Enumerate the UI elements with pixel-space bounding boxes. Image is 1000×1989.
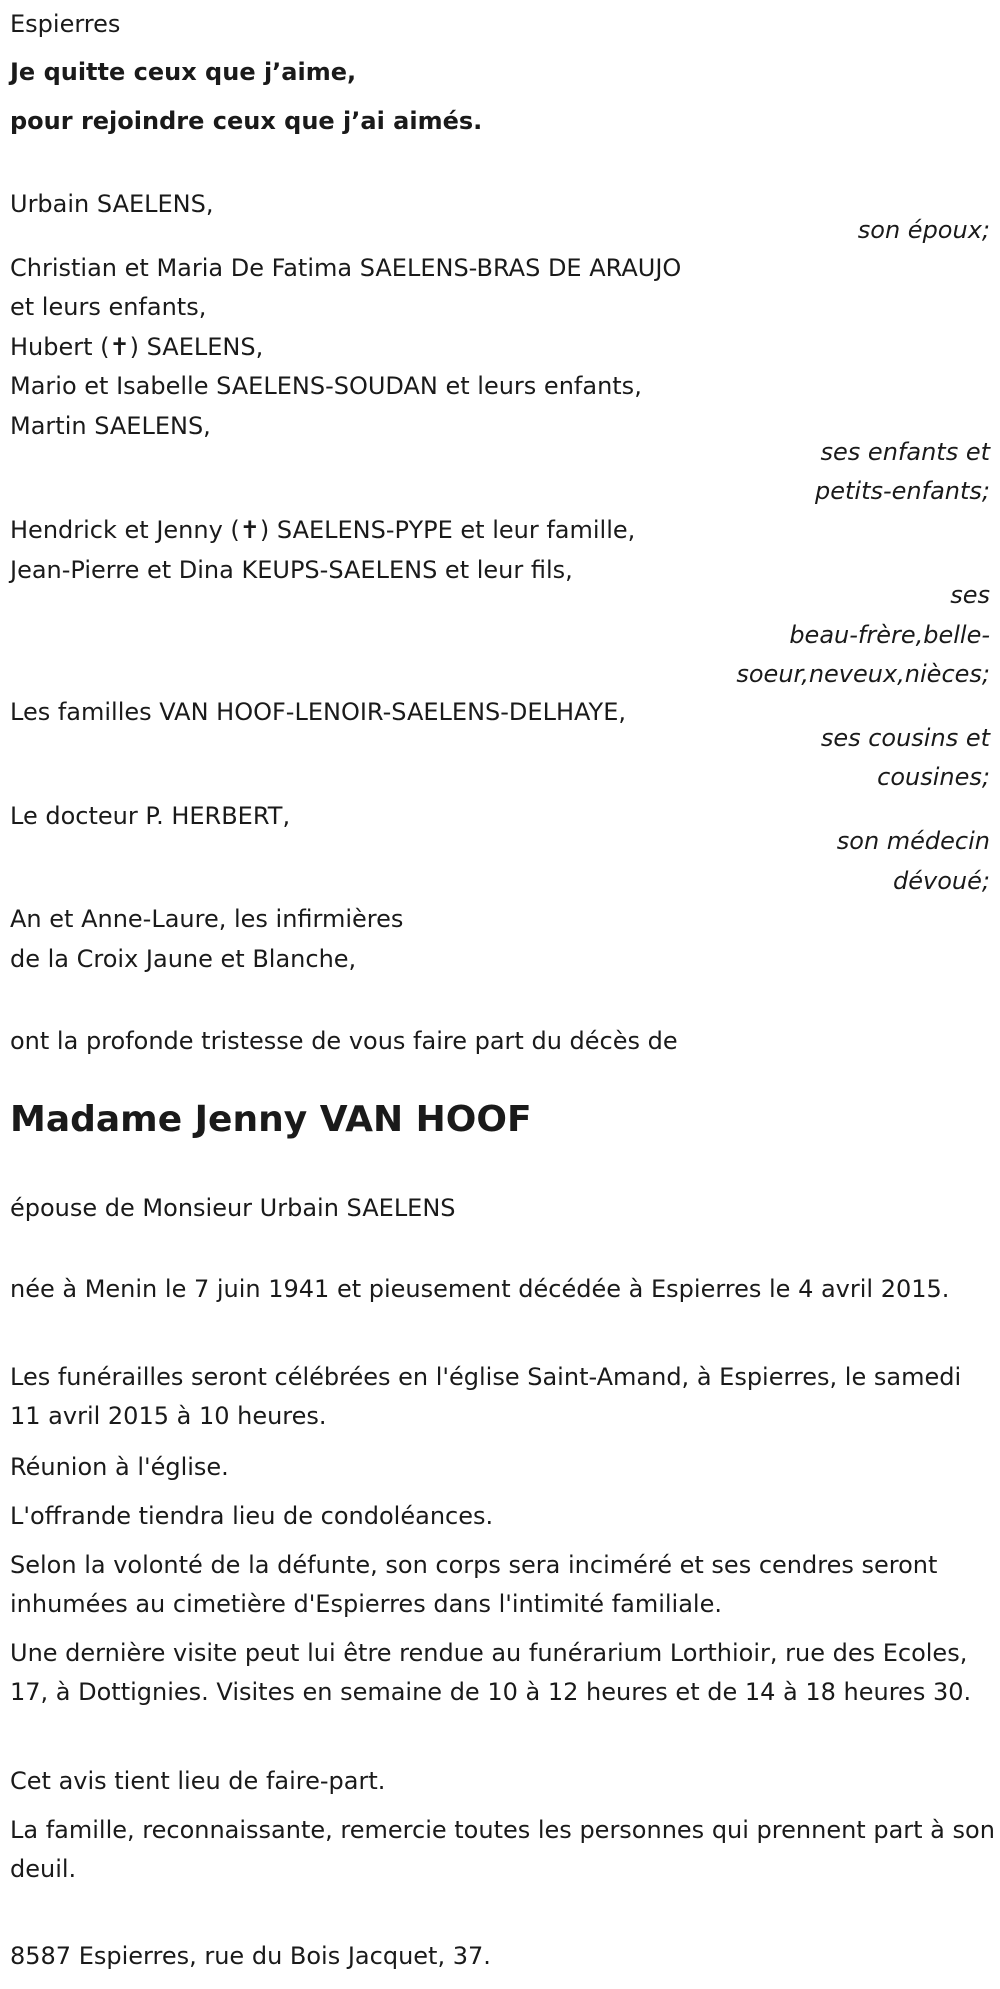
doctor-relation-2: dévoué;	[893, 867, 990, 895]
doctor-relation-1: son médecin	[836, 827, 990, 855]
location-heading: Espierres	[10, 10, 121, 38]
inlaws-relation-3: soeur,neveux,nièces;	[736, 660, 990, 688]
children-line-2: et leurs enfants,	[10, 293, 207, 321]
cousins-relation-2: cousines;	[877, 763, 990, 791]
children-line-5: Martin SAELENS,	[10, 412, 211, 440]
children-line-4: Mario et Isabelle SAELENS-SOUDAN et leurs enfants,	[10, 372, 642, 400]
cousins-relation-1: ses cousins et	[820, 724, 990, 752]
quote-line-1: Je quitte ceux que j’aime,	[10, 58, 357, 86]
visit-paragraph: Une dernière visite peut lui être rendue au funérarium Lorthioir, rue des Ecoles, 17, à Dottignies. Visites en semaine de 10 à 12 heures et de 14 à 18 heures 30.	[10, 1639, 972, 1706]
family-address: 8587 Espierres, rue du Bois Jacquet, 37.	[10, 1942, 491, 1970]
nurses-line-1: An et Anne-Laure, les infirmières	[10, 905, 404, 933]
spouse-name: Urbain SAELENS,	[10, 190, 214, 218]
inlaws-line-1: Hendrick et Jenny (✝) SAELENS-PYPE et leur famille,	[10, 516, 636, 544]
children-relation-2: petits-enfants;	[815, 477, 990, 505]
deceased-name: Madame Jenny VAN HOOF	[10, 1099, 532, 1140]
birth-death-paragraph: née à Menin le 7 juin 1941 et pieusement décédée à Espierres le 4 avril 2015.	[10, 1275, 950, 1303]
nurses-line-2: de la Croix Jaune et Blanche,	[10, 945, 357, 973]
children-line-1: Christian et Maria De Fatima SAELENS-BRAS DE ARAUJO	[10, 254, 682, 282]
notice-paragraph: Cet avis tient lieu de faire-part.	[10, 1767, 386, 1795]
quote-line-2: pour rejoindre ceux que j’ai aimés.	[10, 107, 483, 135]
reunion-paragraph: Réunion à l'église.	[10, 1453, 229, 1481]
cousins-name: Les familles VAN HOOF-LENOIR-SAELENS-DELHAYE,	[10, 698, 626, 726]
thanks-paragraph: La famille, reconnaissante, remercie toutes les personnes qui prennent part à son deuil.	[10, 1816, 995, 1883]
inlaws-line-2: Jean-Pierre et Dina KEUPS-SAELENS et leur fils,	[10, 556, 573, 584]
children-line-3: Hubert (✝) SAELENS,	[10, 333, 264, 361]
offering-paragraph: L'offrande tiendra lieu de condoléances.	[10, 1502, 494, 1530]
inlaws-relation-2: beau-frère,belle-	[789, 621, 990, 649]
inlaws-relation-1: ses	[950, 581, 990, 609]
children-relation-1: ses enfants et	[820, 438, 990, 466]
funeral-paragraph: Les funérailles seront célébrées en l'église Saint-Amand, à Espierres, le samedi 11 avril 2015 à 10 heures.	[10, 1363, 962, 1430]
announcement-text: ont la profonde tristesse de vous faire part du décès de	[10, 1027, 678, 1055]
cremation-paragraph: Selon la volonté de la défunte, son corps sera inciméré et ses cendres seront inhumées au cimetière d'Espierres dans l'intimité familiale.	[10, 1551, 938, 1618]
doctor-name: Le docteur P. HERBERT,	[10, 802, 291, 830]
spouse-of-text: épouse de Monsieur Urbain SAELENS	[10, 1194, 456, 1222]
spouse-relation: son époux;	[857, 216, 990, 244]
